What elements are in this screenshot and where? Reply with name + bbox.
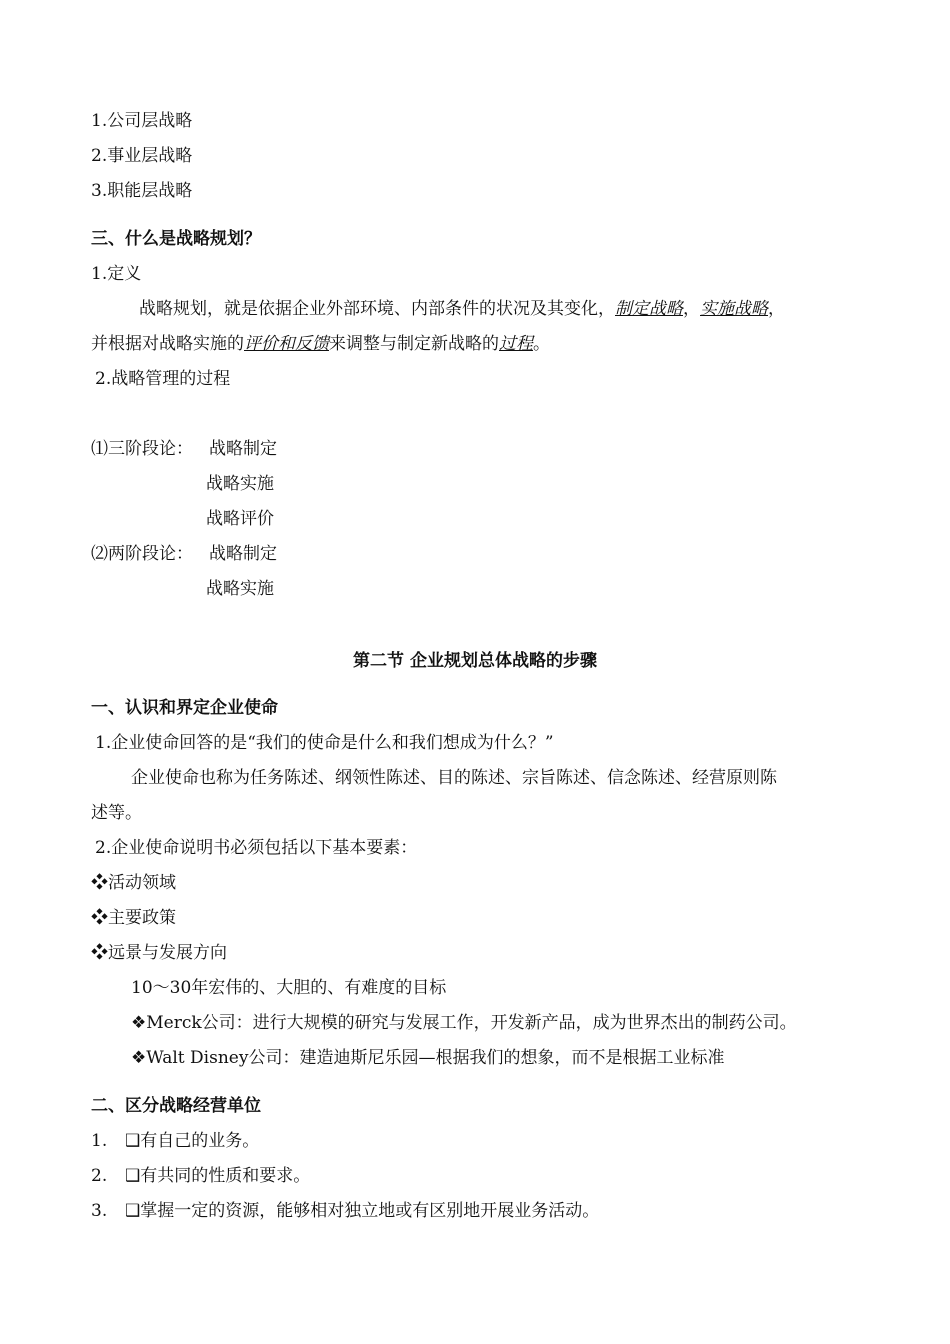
mission-element: ❖远景与发展方向 <box>91 943 227 963</box>
underlined-term: 实施战略 <box>700 299 768 319</box>
definition-text: ， <box>683 299 700 319</box>
three-stage-item: 战略制定 <box>209 439 277 459</box>
three-stage-item: 战略实施 <box>206 474 274 494</box>
definition-text: 战略规划，就是依据企业外部环境、内部条件的状况及其变化， <box>139 299 615 319</box>
section-heading-sbu: 二、区分战略经营单位 <box>91 1096 261 1116</box>
strategy-level-1: 1.公司层战略 <box>91 111 193 131</box>
definition-text: ， <box>768 299 785 319</box>
mission-element: ❖主要政策 <box>91 908 176 928</box>
definition-text: 。 <box>533 334 550 354</box>
vision-goal: 10～30年宏伟的、大胆的、有难度的目标 <box>131 978 447 998</box>
strategy-level-3: 3.职能层战略 <box>91 181 193 201</box>
three-stage-label: ⑴三阶段论： <box>91 439 193 459</box>
mission-paragraph: 企业使命也称为任务陈述、纲领性陈述、目的陈述、宗旨陈述、信念陈述、经营原则陈 <box>131 768 777 788</box>
section-heading-mission: 一、认识和界定企业使命 <box>91 698 278 718</box>
definition-paragraph-line-2 <box>91 333 550 355</box>
section-title: 第二节 企业规划总体战略的步骤 <box>353 651 597 671</box>
definition-paragraph-line-1 <box>139 298 785 320</box>
strategy-level-2: 2.事业层战略 <box>91 146 193 166</box>
underlined-term: 制定战略 <box>615 299 683 319</box>
list-number: 3. <box>91 1201 108 1221</box>
sbu-criterion: ❑掌握一定的资源，能够相对独立地或有区别地开展业务活动。 <box>125 1201 600 1221</box>
process-title: 2.战略管理的过程 <box>95 369 231 389</box>
mission-element: ❖活动领域 <box>91 873 176 893</box>
sbu-criterion: ❑有自己的业务。 <box>125 1131 260 1151</box>
definition-title: 1.定义 <box>91 264 142 284</box>
section-heading-strategic-planning: 三、什么是战略规划？ <box>91 229 261 249</box>
mission-paragraph-continued: 述等。 <box>91 803 142 823</box>
mission-question: 1.企业使命回答的是“我们的使命是什么和我们想成为什么？” <box>95 733 554 753</box>
definition-text: 并根据对战略实施的 <box>91 334 244 354</box>
two-stage-item: 战略实施 <box>206 579 274 599</box>
sbu-criterion: ❑有共同的性质和要求。 <box>125 1166 311 1186</box>
three-stage-item: 战略评价 <box>206 509 274 529</box>
list-number: 2. <box>91 1166 108 1186</box>
mission-elements-intro: 2.企业使命说明书必须包括以下基本要素： <box>95 838 418 858</box>
list-number: 1. <box>91 1131 108 1151</box>
underlined-term: 过程 <box>499 334 533 354</box>
example-merck: ❖Merck公司：进行大规模的研究与发展工作，开发新产品，成为世界杰出的制药公司。 <box>131 1013 797 1033</box>
definition-text: 来调整与制定新战略的 <box>329 334 499 354</box>
two-stage-item: 战略制定 <box>209 544 277 564</box>
underlined-term: 评价和反馈 <box>244 334 329 354</box>
example-disney: ❖Walt Disney公司：建造迪斯尼乐园—根据我们的想象，而不是根据工业标准 <box>131 1048 725 1068</box>
two-stage-label: ⑵两阶段论： <box>91 544 193 564</box>
